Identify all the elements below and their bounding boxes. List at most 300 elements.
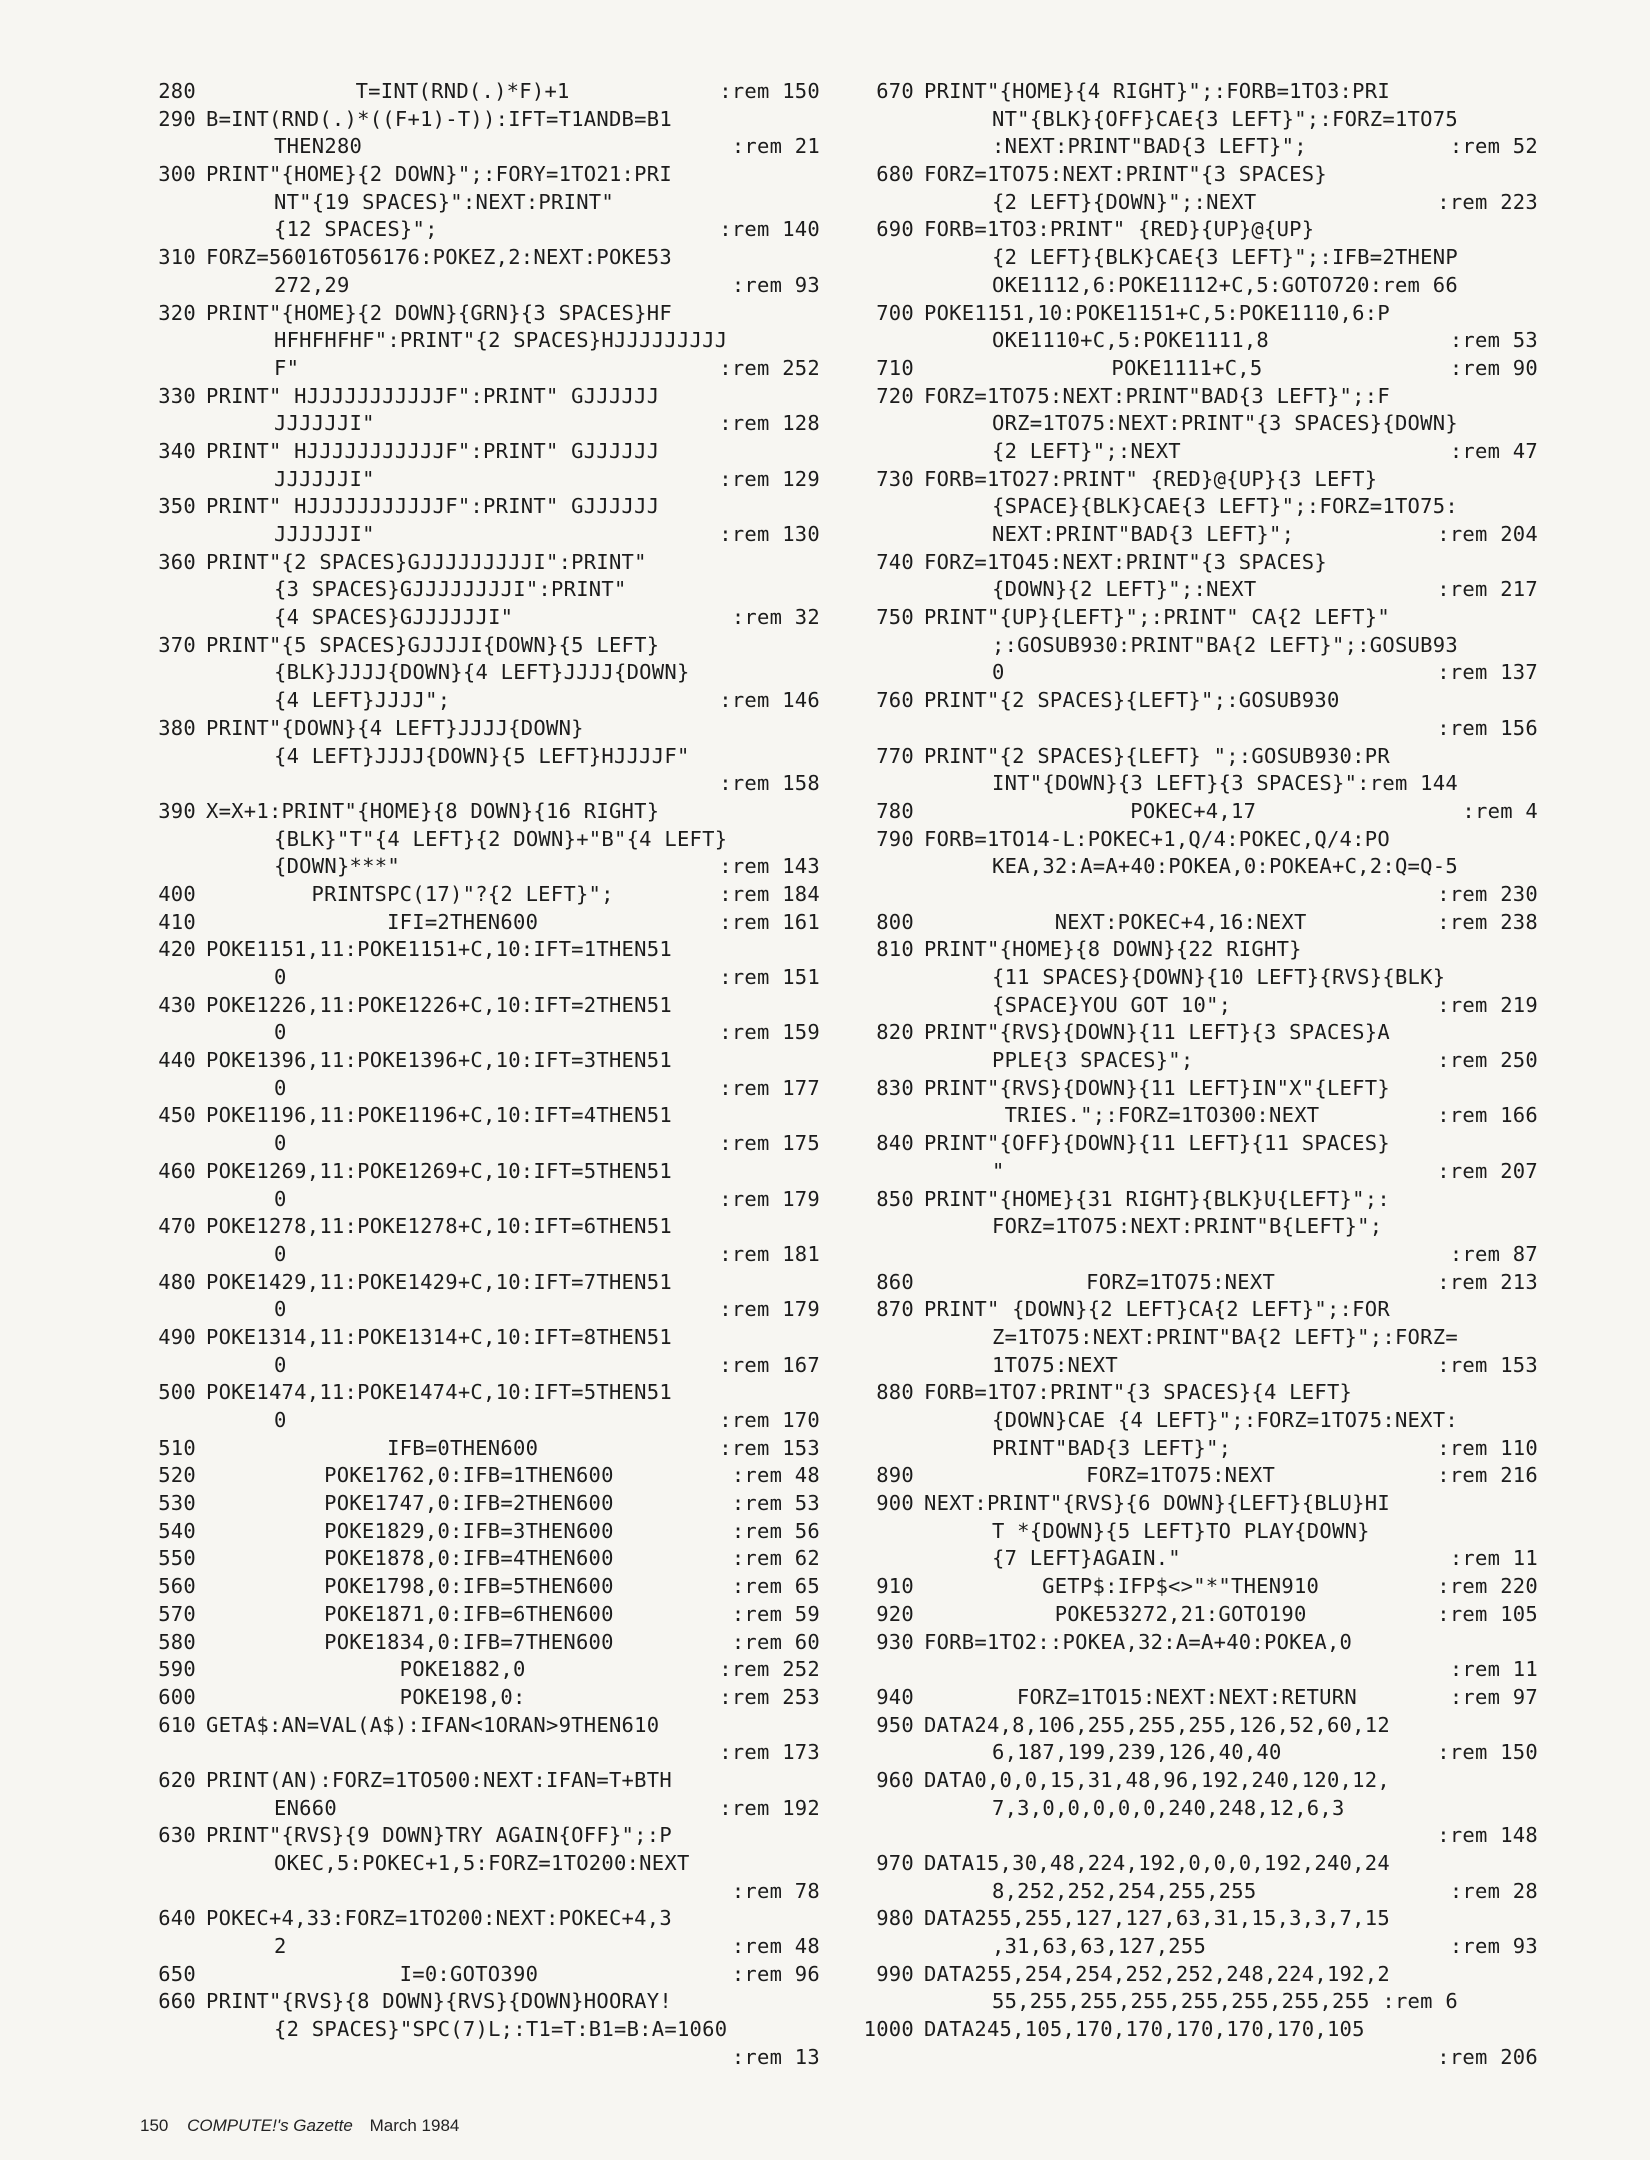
- code-text: POKE1878,0:IFB=4THEN600: [324, 1546, 614, 1571]
- code-text: :NEXT:PRINT"BAD{3 LEFT}";: [992, 134, 1307, 159]
- code-text: 2: [274, 1934, 287, 1959]
- code-text: PRINT"{DOWN}{4 LEFT}JJJJ{DOWN}: [206, 715, 584, 740]
- program-line: [158, 1379, 820, 1434]
- checksum-rem: :rem 220: [1437, 1574, 1538, 1599]
- code-text: POKE1882,0: [399, 1657, 526, 1682]
- code-text: ;:GOSUB930:PRINT"BA{2 LEFT}";:GOSUB93: [992, 632, 1458, 657]
- code-text: {2 LEFT}{DOWN}";:NEXT: [992, 189, 1257, 214]
- code-text: ORZ=1TO75:NEXT:PRINT"{3 SPACES}{DOWN}: [992, 411, 1458, 436]
- code-text: PRINT"{HOME}{8 DOWN}{22 RIGHT}: [924, 937, 1302, 962]
- checksum-rem: :rem 105: [1437, 1601, 1538, 1626]
- line-number: 500: [158, 1380, 196, 1405]
- program-line: [158, 300, 820, 383]
- code-text: DATA15,30,48,224,192,0,0,0,192,240,24: [924, 1851, 1390, 1875]
- line-number: 400: [158, 881, 196, 906]
- code-text: POKE1196,11:POKE1196+C,10:IFT=4THEN51: [206, 1103, 672, 1128]
- checksum-rem: :rem 96: [731, 1961, 820, 1986]
- checksum-rem: :rem 110: [1437, 1435, 1538, 1460]
- program-line: [158, 632, 820, 715]
- line-number: 690: [876, 217, 914, 242]
- issue-date: March 1984: [369, 2116, 460, 2135]
- line-number: 540: [158, 1518, 196, 1543]
- code-text: POKE1396,11:POKE1396+C,10:IFT=3THEN51: [206, 1048, 672, 1073]
- line-number: 830: [876, 1075, 914, 1100]
- checksum-rem: :rem 192: [719, 1795, 820, 1820]
- program-line: [876, 1186, 1538, 1269]
- code-text: KEA,32:A=A+40:POKEA,0:POKEA+C,2:Q=Q-5: [992, 854, 1458, 879]
- checksum-rem: :rem 143: [719, 854, 820, 879]
- line-number: 580: [158, 1629, 196, 1654]
- program-line: [876, 161, 1538, 216]
- code-text: 6,187,199,239,126,40,40: [992, 1740, 1282, 1765]
- code-text: PRINT"{RVS}{9 DOWN}TRY AGAIN{OFF}";:P: [206, 1823, 672, 1848]
- line-number: 990: [876, 1961, 914, 1986]
- checksum-rem: :rem 53: [731, 1491, 820, 1516]
- program-line: [158, 1601, 820, 1629]
- line-number: 1000: [863, 2017, 914, 2042]
- checksum-rem: :rem 158: [719, 771, 820, 796]
- checksum-rem: :rem 153: [1437, 1352, 1538, 1377]
- line-number: 700: [876, 300, 914, 325]
- code-text: Z=1TO75:NEXT:PRINT"BA{2 LEFT}";:FORZ=: [992, 1324, 1458, 1349]
- line-number: 870: [876, 1297, 914, 1322]
- code-text: FORZ=1TO75:NEXT: [1086, 1463, 1276, 1488]
- program-line: [876, 909, 1538, 937]
- code-text: T=INT(RND(.)*F)+1: [355, 79, 570, 103]
- code-text: PRINT"{HOME}{31 RIGHT}{BLK}U{LEFT}";:: [924, 1186, 1390, 1211]
- code-text: PRINT"{HOME}{4 RIGHT}";:FORB=1TO3:PRI: [924, 79, 1390, 103]
- line-number: 370: [158, 632, 196, 657]
- code-text: OKE1110+C,5:POKE1111,8: [992, 328, 1270, 353]
- line-number: 330: [158, 383, 196, 408]
- code-text: TRIES.";:FORZ=1TO300:NEXT: [992, 1103, 1320, 1128]
- code-text: {SPACE}YOU GOT 10";: [992, 992, 1232, 1017]
- line-number: 660: [158, 1989, 196, 2014]
- program-line: [876, 466, 1538, 549]
- program-line: [876, 1961, 1538, 2016]
- checksum-rem: :rem 159: [719, 1020, 820, 1045]
- program-line: [863, 2016, 1538, 2071]
- code-text: {SPACE}{BLK}CAE{3 LEFT}";:FORZ=1TO75:: [992, 494, 1458, 519]
- checksum-rem: :rem 238: [1437, 909, 1538, 934]
- program-line: [158, 1905, 820, 1960]
- line-number: 490: [158, 1324, 196, 1349]
- line-number: 460: [158, 1158, 196, 1183]
- code-text: FORB=1TO7:PRINT"{3 SPACES}{4 LEFT}: [924, 1380, 1353, 1405]
- code-text: POKEC+4,33:FORZ=1TO200:NEXT:POKEC+4,3: [206, 1906, 672, 1931]
- code-text: DATA0,0,0,15,31,48,96,192,240,120,12,: [924, 1767, 1390, 1792]
- code-text: 0: [274, 1131, 287, 1156]
- checksum-rem: :rem 253: [719, 1684, 820, 1709]
- code-text: B=INT(RND(.)*((F+1)-T)):IFT=T1ANDB=B1: [206, 106, 672, 131]
- code-text: POKE198,0:: [399, 1684, 526, 1709]
- checksum-rem: :rem 167: [719, 1352, 820, 1377]
- checksum-rem: :rem 140: [719, 217, 820, 242]
- checksum-rem: :rem 207: [1437, 1158, 1538, 1183]
- checksum-rem: :rem 217: [1437, 577, 1538, 602]
- code-text: ,31,63,63,127,255: [992, 1934, 1207, 1959]
- line-number: 780: [876, 798, 914, 823]
- checksum-rem: :rem 48: [731, 1463, 820, 1488]
- publication-name: COMPUTE!'s Gazette: [187, 2116, 353, 2135]
- code-text: FORZ=1TO75:NEXT: [1086, 1269, 1276, 1294]
- code-text: PPLE{3 SPACES}";: [992, 1048, 1194, 1073]
- code-text: POKE1226,11:POKE1226+C,10:IFT=2THEN51: [206, 992, 672, 1017]
- code-text: 7,3,0,0,0,0,0,240,248,12,6,3: [992, 1795, 1345, 1820]
- line-number: 880: [876, 1380, 914, 1405]
- code-text: OKE1112,6:POKE1112+C,5:GOTO720:rem 66: [992, 272, 1458, 297]
- line-number: 430: [158, 992, 196, 1017]
- code-text: PRINT" HJJJJJJJJJJJF":PRINT" GJJJJJJ: [206, 438, 660, 463]
- line-number: 820: [876, 1020, 914, 1045]
- code-text: GETA$:AN=VAL(A$):IFAN<1ORAN>9THEN610: [206, 1712, 660, 1737]
- checksum-rem: :rem 11: [1449, 1546, 1538, 1571]
- checksum-rem: :rem 28: [1449, 1878, 1538, 1903]
- code-text: {12 SPACES}";: [274, 217, 438, 242]
- code-text: {4 LEFT}JJJJ";: [274, 688, 451, 713]
- line-number: 770: [876, 743, 914, 768]
- program-line: [158, 1462, 820, 1490]
- page-number: 150: [140, 2116, 169, 2135]
- line-number: 380: [158, 715, 196, 740]
- program-line: [876, 604, 1538, 687]
- checksum-rem: :rem 148: [1437, 1823, 1538, 1848]
- program-line: [876, 383, 1538, 466]
- line-number: 300: [158, 162, 196, 187]
- code-text: NEXT:PRINT"BAD{3 LEFT}";: [992, 522, 1295, 546]
- code-text: JJJJJJI": [274, 522, 375, 546]
- code-text: HFHFHFHF":PRINT"{2 SPACES}HJJJJJJJJJ: [274, 328, 728, 353]
- code-text: 0: [274, 965, 287, 989]
- checksum-rem: :rem 137: [1437, 660, 1538, 685]
- line-number: 290: [158, 106, 196, 131]
- code-text: 0: [274, 1075, 287, 1100]
- code-text: POKE1798,0:IFB=5THEN600: [324, 1574, 614, 1599]
- line-number: 840: [876, 1131, 914, 1156]
- code-text: PRINT"{UP}{LEFT}";:PRINT" CA{2 LEFT}": [924, 605, 1390, 630]
- program-line: [158, 383, 820, 438]
- program-line: [876, 1462, 1538, 1490]
- code-text: 0: [274, 1020, 287, 1045]
- line-number: 420: [158, 937, 196, 962]
- program-line: [158, 1435, 820, 1463]
- code-text: INT"{DOWN}{3 LEFT}{3 SPACES}":rem 144: [992, 771, 1458, 796]
- line-number: 530: [158, 1491, 196, 1516]
- line-number: 940: [876, 1684, 914, 1709]
- program-line: [876, 1130, 1538, 1185]
- code-text: ": [992, 1158, 1005, 1183]
- checksum-rem: :rem 13: [731, 2044, 820, 2069]
- line-number: 910: [876, 1574, 914, 1599]
- line-number: 960: [876, 1767, 914, 1792]
- program-line: [876, 300, 1538, 355]
- code-text: FORB=1TO27:PRINT" {RED}@{UP}{3 LEFT}: [924, 466, 1378, 491]
- program-line: [158, 1047, 820, 1102]
- line-number: 900: [876, 1491, 914, 1516]
- code-text: {DOWN}CAE {4 LEFT}";:FORZ=1TO75:NEXT:: [992, 1408, 1458, 1432]
- code-text: 1TO75:NEXT: [992, 1352, 1118, 1377]
- line-number: 480: [158, 1269, 196, 1294]
- code-text: POKE1747,0:IFB=2THEN600: [324, 1491, 614, 1516]
- line-number: 390: [158, 798, 196, 823]
- code-text: 55,255,255,255,255,255,255,255 :rem 6: [992, 1989, 1458, 2014]
- code-text: {7 LEFT}AGAIN.": [992, 1546, 1181, 1571]
- checksum-rem: :rem 11: [1449, 1657, 1538, 1682]
- program-line: [876, 355, 1538, 383]
- code-text: PRINT" HJJJJJJJJJJJF":PRINT" GJJJJJJ: [206, 383, 660, 408]
- checksum-rem: :rem 161: [719, 909, 820, 934]
- checksum-rem: :rem 252: [719, 355, 820, 380]
- program-line: [876, 798, 1538, 826]
- code-text: 0: [274, 1408, 287, 1432]
- checksum-rem: :rem 21: [731, 134, 820, 159]
- code-text: NT"{19 SPACES}":NEXT:PRINT": [274, 189, 614, 214]
- program-line: [876, 1712, 1538, 1767]
- line-number: 920: [876, 1601, 914, 1626]
- code-text: 272,29: [274, 272, 350, 297]
- checksum-rem: :rem 204: [1437, 522, 1538, 546]
- code-text: IFB=0THEN600: [387, 1435, 539, 1460]
- line-number: 510: [158, 1435, 196, 1460]
- code-text: {2 LEFT}{BLK}CAE{3 LEFT}";:IFB=2THENP: [992, 245, 1458, 270]
- code-text: PRINT"{2 SPACES}{LEFT}";:GOSUB930: [924, 688, 1340, 713]
- line-number: 710: [876, 355, 914, 380]
- code-text: FORB=1TO3:PRINT" {RED}{UP}@{UP}: [924, 217, 1315, 242]
- code-text: PRINT"{HOME}{2 DOWN}";:FORY=1TO21:PRI: [206, 162, 672, 187]
- checksum-rem: :rem 59: [731, 1601, 820, 1626]
- code-text: POKEC+4,17: [1130, 798, 1257, 823]
- code-text: IFI=2THEN600: [387, 909, 539, 934]
- program-line: [158, 1629, 820, 1657]
- checksum-rem: :rem 47: [1449, 438, 1538, 463]
- line-number: 440: [158, 1048, 196, 1073]
- checksum-rem: :rem 170: [719, 1408, 820, 1432]
- program-line: [876, 1490, 1538, 1573]
- code-text: 0: [992, 660, 1005, 685]
- program-line: [876, 1269, 1538, 1297]
- program-line: [158, 1822, 820, 1905]
- checksum-rem: :rem 223: [1437, 189, 1538, 214]
- checksum-rem: :rem 250: [1437, 1048, 1538, 1073]
- code-text: PRINT"{2 SPACES}GJJJJJJJJJI":PRINT": [206, 549, 647, 574]
- code-text: {4 SPACES}GJJJJJJI": [274, 605, 514, 630]
- line-number: 450: [158, 1103, 196, 1128]
- program-line: [876, 1905, 1538, 1960]
- program-line: [158, 1324, 820, 1379]
- line-number: 810: [876, 937, 914, 962]
- listing-column-right: [858, 78, 1538, 2072]
- code-text: PRINT" HJJJJJJJJJJJF":PRINT" GJJJJJJ: [206, 494, 660, 519]
- checksum-rem: :rem 90: [1449, 355, 1538, 380]
- program-line: [876, 216, 1538, 299]
- line-number: 680: [876, 162, 914, 187]
- code-text: POKE53272,21:GOTO190: [1054, 1601, 1307, 1626]
- checksum-rem: :rem 146: [719, 688, 820, 713]
- line-number: 670: [876, 79, 914, 103]
- checksum-rem: :rem 87: [1449, 1241, 1538, 1266]
- line-number: 950: [876, 1712, 914, 1737]
- checksum-rem: :rem 184: [719, 881, 820, 906]
- line-number: 800: [876, 909, 914, 934]
- checksum-rem: :rem 179: [719, 1186, 820, 1211]
- code-text: FORZ=1TO75:NEXT:PRINT"B{LEFT}";: [992, 1214, 1383, 1239]
- line-number: 860: [876, 1269, 914, 1294]
- checksum-rem: :rem 65: [731, 1574, 820, 1599]
- code-text: PRINT"{HOME}{2 DOWN}{GRN}{3 SPACES}HF: [206, 300, 672, 325]
- code-text: {3 SPACES}GJJJJJJJJI":PRINT": [274, 577, 627, 602]
- line-number: 410: [158, 909, 196, 934]
- code-text: PRINTSPC(17)"?{2 LEFT}";: [311, 881, 614, 906]
- code-text: POKE1474,11:POKE1474+C,10:IFT=5THEN51: [206, 1380, 672, 1405]
- line-number: 470: [158, 1214, 196, 1239]
- code-text: T *{DOWN}{5 LEFT}TO PLAY{DOWN}: [992, 1518, 1370, 1543]
- line-number: 740: [876, 549, 914, 574]
- checksum-rem: :rem 150: [1437, 1740, 1538, 1765]
- code-text: POKE1278,11:POKE1278+C,10:IFT=6THEN51: [206, 1214, 672, 1239]
- line-number: 550: [158, 1546, 196, 1571]
- program-line: [876, 1019, 1538, 1074]
- program-line: [158, 1767, 820, 1822]
- code-text: I=0:GOTO390: [399, 1961, 539, 1986]
- code-text: POKE1829,0:IFB=3THEN600: [324, 1518, 614, 1543]
- checksum-rem: :rem 230: [1437, 881, 1538, 906]
- checksum-rem: :rem 60: [731, 1629, 820, 1654]
- code-text: {DOWN}***": [274, 854, 400, 879]
- code-text: JJJJJJI": [274, 411, 375, 436]
- checksum-rem: :rem 62: [731, 1546, 820, 1571]
- program-line: [158, 549, 820, 632]
- line-number: 980: [876, 1906, 914, 1931]
- program-line: [158, 1961, 820, 1989]
- code-text: OKEC,5:POKEC+1,5:FORZ=1TO200:NEXT: [274, 1851, 690, 1875]
- code-text: POKE1762,0:IFB=1THEN600: [324, 1463, 614, 1488]
- code-text: PRINT"BAD{3 LEFT}";: [992, 1435, 1232, 1460]
- code-text: POKE1151,11:POKE1151+C,10:IFT=1THEN51: [206, 937, 672, 962]
- code-text: X=X+1:PRINT"{HOME}{8 DOWN}{16 RIGHT}: [206, 798, 660, 823]
- program-line: [876, 549, 1538, 604]
- program-line: [158, 715, 820, 798]
- code-text: PRINT"{OFF}{DOWN}{11 LEFT}{11 SPACES}: [924, 1131, 1390, 1156]
- line-number: 600: [158, 1684, 196, 1709]
- program-line: [158, 1158, 820, 1213]
- line-number: 360: [158, 549, 196, 574]
- program-line: [158, 1102, 820, 1157]
- line-number: 790: [876, 826, 914, 851]
- checksum-rem: :rem 32: [731, 605, 820, 630]
- line-number: 560: [158, 1574, 196, 1599]
- line-number: 570: [158, 1601, 196, 1626]
- program-line: [158, 161, 820, 244]
- code-text: POKE1111+C,5: [1111, 355, 1263, 380]
- code-text: DATA245,105,170,170,170,170,170,105: [924, 2017, 1365, 2042]
- line-number: 350: [158, 494, 196, 519]
- code-text: POKE1314,11:POKE1314+C,10:IFT=8THEN51: [206, 1324, 672, 1349]
- program-line: [158, 493, 820, 548]
- program-line: [158, 992, 820, 1047]
- code-text: FORB=1TO2::POKEA,32:A=A+40:POKEA,0: [924, 1629, 1353, 1654]
- code-text: PRINT"{5 SPACES}GJJJJI{DOWN}{5 LEFT}: [206, 632, 660, 657]
- program-line: [876, 1296, 1538, 1379]
- code-text: PRINT"{2 SPACES}{LEFT} ";:GOSUB930:PR: [924, 743, 1390, 768]
- code-text: POKE1429,11:POKE1429+C,10:IFT=7THEN51: [206, 1269, 672, 1294]
- code-text: F": [274, 355, 300, 380]
- code-text: POKE1834,0:IFB=7THEN600: [324, 1629, 614, 1654]
- code-text: NEXT:POKEC+4,16:NEXT: [1054, 909, 1307, 934]
- code-text: POKE1871,0:IFB=6THEN600: [324, 1601, 614, 1626]
- line-number: 320: [158, 300, 196, 325]
- checksum-rem: :rem 177: [719, 1075, 820, 1100]
- checksum-rem: :rem 4: [1462, 798, 1538, 823]
- line-number: 620: [158, 1767, 196, 1792]
- line-number: 730: [876, 466, 914, 491]
- program-line: [158, 1490, 820, 1518]
- line-number: 850: [876, 1186, 914, 1211]
- program-line: [158, 1213, 820, 1268]
- code-text: NEXT:PRINT"{RVS}{6 DOWN}{LEFT}{BLU}HI: [924, 1491, 1390, 1516]
- code-text: PRINT(AN):FORZ=1TO500:NEXT:IFAN=T+BTH: [206, 1767, 672, 1792]
- code-text: {11 SPACES}{DOWN}{10 LEFT}{RVS}{BLK}: [992, 965, 1446, 989]
- line-number: 930: [876, 1629, 914, 1654]
- code-text: JJJJJJI": [274, 466, 375, 491]
- program-line: [158, 106, 820, 161]
- code-text: POKE1151,10:POKE1151+C,5:POKE1110,6:P: [924, 300, 1390, 325]
- program-line: [876, 687, 1538, 742]
- program-line: [876, 1601, 1538, 1629]
- checksum-rem: :rem 130: [719, 522, 820, 546]
- program-line: [158, 1269, 820, 1324]
- program-line: [876, 1379, 1538, 1462]
- program-line: [158, 438, 820, 493]
- line-number: 650: [158, 1961, 196, 1986]
- program-line: [876, 936, 1538, 1019]
- code-text: THEN280: [274, 134, 363, 159]
- checksum-rem: :rem 219: [1437, 992, 1538, 1017]
- checksum-rem: :rem 78: [731, 1878, 820, 1903]
- line-number: 280: [158, 79, 196, 103]
- line-number: 340: [158, 438, 196, 463]
- checksum-rem: :rem 173: [719, 1740, 820, 1765]
- code-text: POKE1269,11:POKE1269+C,10:IFT=5THEN51: [206, 1158, 672, 1183]
- line-number: 520: [158, 1463, 196, 1488]
- line-number: 630: [158, 1823, 196, 1848]
- code-text: 0: [274, 1352, 287, 1377]
- checksum-rem: :rem 252: [719, 1657, 820, 1682]
- code-text: FORZ=1TO45:NEXT:PRINT"{3 SPACES}: [924, 549, 1327, 574]
- program-line: [158, 1573, 820, 1601]
- checksum-rem: :rem 151: [719, 965, 820, 989]
- checksum-rem: :rem 181: [719, 1241, 820, 1266]
- checksum-rem: :rem 206: [1437, 2044, 1538, 2069]
- code-text: GETP$:IFP$<>"*"THEN910: [1042, 1574, 1320, 1599]
- program-line: [876, 1075, 1538, 1130]
- code-text: DATA24,8,106,255,255,255,126,52,60,12: [924, 1712, 1390, 1737]
- program-line: [876, 743, 1538, 798]
- line-number: 890: [876, 1463, 914, 1488]
- line-number: 640: [158, 1906, 196, 1931]
- program-line: [158, 881, 820, 909]
- program-line: [158, 1545, 820, 1573]
- code-text: PRINT"{RVS}{8 DOWN}{RVS}{DOWN}HOORAY!: [206, 1989, 672, 2014]
- line-number: 610: [158, 1712, 196, 1737]
- checksum-rem: :rem 56: [731, 1518, 820, 1543]
- program-line: [876, 826, 1538, 909]
- code-text: 0: [274, 1186, 287, 1211]
- checksum-rem: :rem 213: [1437, 1269, 1538, 1294]
- checksum-rem: :rem 179: [719, 1297, 820, 1322]
- page-footer: [140, 2116, 459, 2136]
- program-line: [158, 1988, 820, 2071]
- code-text: PRINT"{RVS}{DOWN}{11 LEFT}IN"X"{LEFT}: [924, 1075, 1390, 1100]
